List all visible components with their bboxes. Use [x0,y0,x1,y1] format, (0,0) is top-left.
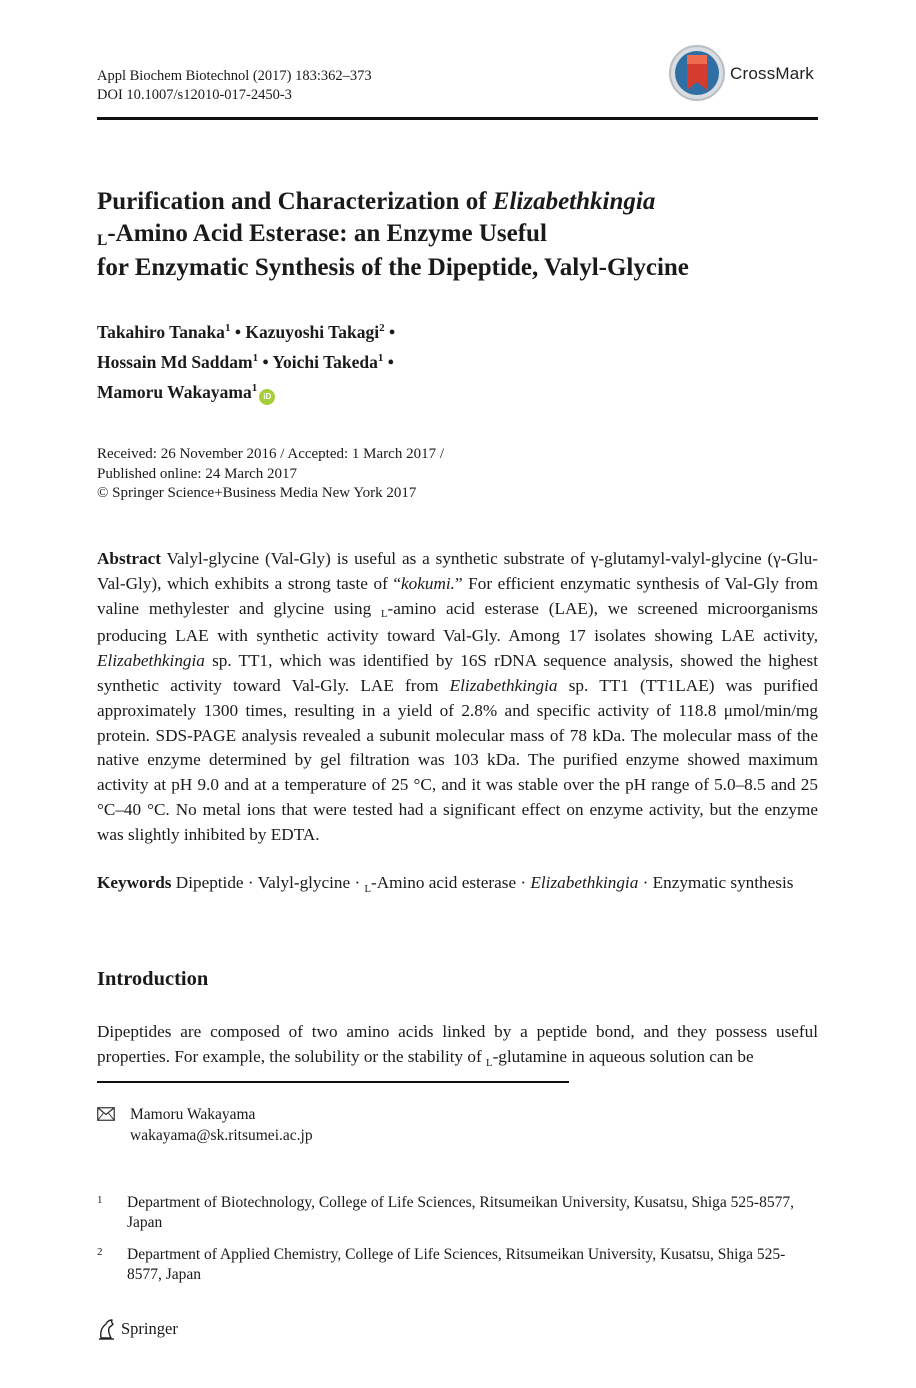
author-separator: • [383,351,394,372]
corresponding-email[interactable]: wakayama@sk.ritsumei.ac.jp [130,1127,313,1144]
doi[interactable]: DOI 10.1007/s12010-017-2450-3 [97,87,292,103]
author-name[interactable]: Takahiro Tanaka [97,321,225,342]
footnote-divider [97,1081,569,1083]
author-separator: • [258,351,273,372]
title-smallcap-l: L [97,232,108,250]
abstract-genus: Elizabethkingia [97,651,205,671]
abstract [97,547,818,848]
author-affiliation-mark: 1 [252,351,259,364]
springer-horse-icon [97,1318,117,1340]
author-name[interactable]: Kazuyoshi Takagi [245,321,380,342]
author-affiliation-mark: 1 [377,351,384,364]
publisher-logo [97,1318,178,1340]
author-name[interactable]: Yoichi Takeda [272,351,378,372]
journal-citation: Appl Biochem Biotechnol (2017) 183:362–373 [97,68,372,84]
affiliation-number: 1 [97,1194,103,1206]
journal-header [97,67,372,105]
affiliation-number: 2 [97,1246,103,1258]
received-accepted: Received: 26 November 2016 / Accepted: 1 March 2017 / [97,446,444,462]
keywords-smallcap-l: L [364,883,371,895]
title-genus: Elizabethkingia [492,188,656,215]
abstract-text: Valyl-glycine (Val-Gly) is useful as a synthetic substrate of γ-glutamyl-valyl-glycine (γ-Glu-Val-Gly), which exhibits a strong taste of “ [97,549,818,593]
author-separator: • [230,321,246,342]
copyright: © Springer Science+Business Media New York 2017 [97,485,417,501]
abstract-term-kokumi: kokumi. [401,573,455,593]
keywords-text: -Amino acid esterase · [371,873,531,892]
title-line2: -Amino Acid Esterase: an Enzyme Useful [107,219,547,247]
title-line1: Purification and Characterization of [97,188,493,215]
author-affiliation-mark: 2 [379,322,385,334]
introduction-text [97,1020,818,1073]
keywords-text: Dipeptide · Valyl-glycine · [171,873,365,892]
introduction-smallcap-l: L [486,1057,493,1069]
affiliation-item [97,1245,818,1285]
corresponding-author: Mamoru Wakayama [130,1106,256,1123]
introduction-paragraph: -glutamine in aqueous solution can be [492,1046,754,1066]
abstract-text: sp. TT1 (TT1LAE) was purified approximately 1300 times, resulting in a yield of 2.8% and specific activity of 118.8 μmol/min/mg protein. SDS-PAGE analysis revealed a subunit molecular mass of 78 kDa. The molecular mass of the native enzyme determined by gel filtration was 103 kDa. The purified enzyme showed maximum activity at pH 9.0 and at a temperature of 25 °C, and it was stable over the pH range of 5.0–8.5 and 25 °C–40 °C. No metal ions that were tested had a significant effect on enzyme activity, but the enzyme was slightly inhibited by EDTA. [97,675,818,844]
abstract-smallcap-l: L [381,609,388,621]
abstract-label: Abstract [97,549,161,568]
crossmark-label: CrossMark [730,64,814,83]
crossmark-badge[interactable] [668,44,820,104]
publisher-name: Springer [121,1319,178,1338]
affiliation-text: Department of Biotechnology, College of Life Sciences, Ritsumeikan University, Kusatsu, Shiga 525-8577, Japan [127,1194,794,1231]
keywords-label: Keywords [97,873,172,892]
abstract-text: ” For efficient enzymatic synthesis of Val-Gly from valine methylester and glycine using [97,573,818,618]
introduction-paragraph: Dipeptides are composed of two amino acids linked by a peptide bond, and they possess useful properties. For example, the solubility or the stability of [97,1022,818,1066]
title-line3: for Enzymatic Synthesis of the Dipeptide, Valyl-Glycine [97,254,689,281]
keywords [97,871,818,899]
article-title [97,186,818,284]
header-divider [97,117,818,120]
author-affiliation-mark: 1 [251,381,258,394]
author-name[interactable]: Mamoru Wakayama [97,381,252,402]
orcid-icon[interactable]: iD [259,389,275,405]
author-name[interactable]: Hossain Md Saddam [97,351,253,372]
abstract-text: sp. TT1, which was identified by 16S rDNA sequence analysis, showed the highest synthetic activity toward Val-Gly. LAE from [97,651,818,695]
abstract-genus: Elizabethkingia [449,675,558,695]
keywords-text: · Enzymatic synthesis [638,873,794,892]
abstract-text: -amino acid esterase (LAE), we screened microorganisms producing LAE with synthetic activity toward Val-Gly. Among 17 isolates showing LAE activity, [97,598,818,646]
envelope-icon [97,1107,115,1121]
author-list [97,315,395,405]
author-separator: • [384,321,396,342]
crossmark-icon [668,44,726,102]
published-online: Published online: 24 March 2017 [97,465,297,482]
affiliation-text: Department of Applied Chemistry, College of Life Sciences, Ritsumeikan University, Kusatsu, Shiga 525-8577, Japan [127,1246,786,1283]
author-affiliation-mark: 1 [224,322,231,334]
affiliation-item [97,1193,818,1233]
keywords-genus: Elizabethkingia [530,873,639,892]
publication-dates [97,445,444,504]
section-heading-introduction: Introduction [97,968,209,990]
